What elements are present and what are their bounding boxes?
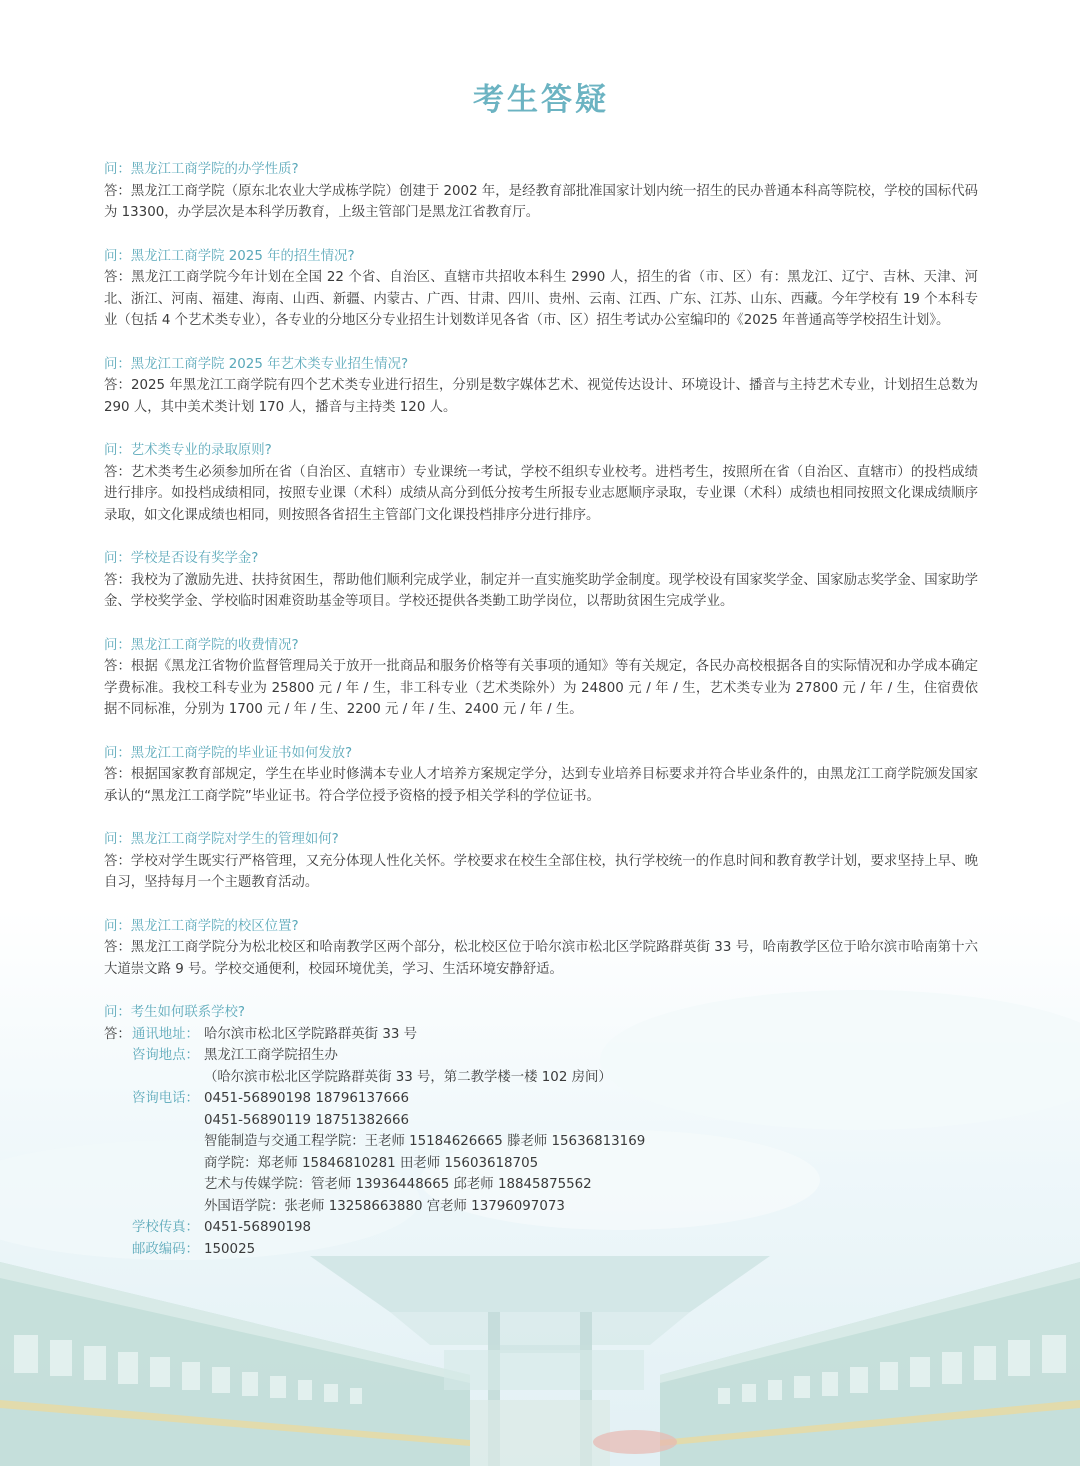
contact-row-postcode xyxy=(104,1239,978,1261)
faq-answer: 答：我校为了激励先进、扶持贫困生，帮助他们顺利完成学业，制定并一直实施奖助学金制度。现学校设有国家奖学金、国家励志奖学金、国家助学金、学校奖学金、学校临时困难资助基金等项目。学校还提供各类勤工助学岗位，以帮助贫困生完成学业。 xyxy=(104,572,978,609)
faq-item-art-enrollment xyxy=(104,354,978,419)
faq-question: 问：学校是否设有奖学金? xyxy=(104,551,259,566)
faq-question: 问：黑龙江工商学院的办学性质? xyxy=(104,162,299,177)
faq-list xyxy=(104,159,978,1260)
faq-question: 问：黑龙江工商学院的校区位置? xyxy=(104,918,299,934)
contact-label: 咨询地点： xyxy=(132,1048,199,1063)
contact-label: 邮政编码： xyxy=(132,1241,199,1257)
contact-row-fax xyxy=(104,1217,978,1239)
contact-value: 商学院：郑老师 15846810281 田老师 15603618705 xyxy=(204,1155,539,1171)
faq-item-diploma xyxy=(104,743,978,808)
faq-item-campus-location xyxy=(104,916,978,981)
contact-row-consult-place xyxy=(104,1045,978,1067)
faq-question: 问：黑龙江工商学院的收费情况? xyxy=(104,637,299,653)
faq-question: 问：黑龙江工商学院对学生的管理如何? xyxy=(104,832,339,847)
faq-item-enrollment-2025 xyxy=(104,246,978,332)
contact-label: 学校传真： xyxy=(132,1220,199,1235)
contact-row-phone-2 xyxy=(104,1110,978,1132)
faq-answer: 答：学校对学生既实行严格管理，又充分体现人性化关怀。学校要求在校生全部住校，执行学校统一的作息时间和教育教学计划，要求坚持上早、晚自习，坚持每月一个主题教育活动。 xyxy=(104,853,978,890)
contact-row-art-media-school xyxy=(104,1174,978,1196)
faq-item-scholarship xyxy=(104,548,978,613)
faq-answer: 答：黑龙江工商学院今年计划在全国 22 个省、自治区、直辖市共招收本科生 2990 人，招生的省（市、区）有：黑龙江、辽宁、吉林、天津、河北、浙江、河南、福建、海南、山西、新疆、内蒙古、广西、甘肃、四川、贵州、云南、江西、广东、江苏、山东、西藏。今年学校有 19 个本科专业（包括 4 个艺术类专业），各专业的分地区分专业招生计划数详见各省（市、区）招生考试办公室编印的《2025 年普通高等学校招生计划》。 xyxy=(104,270,978,328)
contact-label xyxy=(132,1153,204,1175)
contact-label xyxy=(132,1196,204,1218)
faq-question: 问：考生如何联系学校? xyxy=(104,1005,246,1020)
contact-row-phone xyxy=(104,1088,978,1110)
contact-row-business-school xyxy=(104,1153,978,1175)
contact-value: （哈尔滨市松北区学院路群英街 33 号，第二教学楼一楼 102 房间） xyxy=(204,1069,612,1085)
faq-answer: 答：根据《黑龙江省物价监督管理局关于放开一批商品和服务价格等有关事项的通知》等有关规定，各民办高校根据各自的实际情况和办学成本确定学费标准。我校工科专业为 25800 元 / 年 / 生，非工科专业（艺术类除外）为 24800 元 / 年 / 生，艺术类专业为 27800 元 / 年 / 生，住宿费依据不同标准，分别为 1700 元 / 年 / 生、2200 元 / 年 / 生、2400 元 / 年 / 生。 xyxy=(104,659,978,717)
faq-item-student-management xyxy=(104,829,978,894)
contact-value: 智能制造与交通工程学院：王老师 15184626665 滕老师 15636813169 xyxy=(204,1134,646,1149)
contact-label: 咨询电话： xyxy=(132,1091,199,1106)
contact-value: 外国语学院：张老师 13258663880 宫老师 13796097073 xyxy=(204,1198,565,1214)
page-title: 考生答疑 xyxy=(473,82,609,118)
faq-question: 问：黑龙江工商学院的毕业证书如何发放? xyxy=(104,745,353,761)
contact-value: 0451-56890119 18751382666 xyxy=(204,1112,410,1128)
faq-answer: 答：黑龙江工商学院（原东北农业大学成栋学院）创建于 2002 年，是经教育部批准国家计划内统一招生的民办普通本科高等院校，学校的国标代码为 13300，办学层次是本科学历教育，上级主管部门是黑龙江省教育厅。 xyxy=(104,183,978,220)
contact-row-foreign-language-school xyxy=(104,1196,978,1218)
answer-prefix: 答： xyxy=(104,1026,131,1042)
faq-question: 问：黑龙江工商学院 2025 年的招生情况? xyxy=(104,248,355,264)
contact-label xyxy=(132,1174,204,1196)
contact-value: 0451-56890198 18796137666 xyxy=(204,1091,410,1106)
faq-answer: 答：2025 年黑龙江工商学院有四个艺术类专业进行招生，分别是数字媒体艺术、视觉传达设计、环境设计、播音与主持艺术专业，计划招生总数为 290 人，其中美术类计划 170 人，播音与主持类 120 人。 xyxy=(104,378,978,415)
contact-label xyxy=(132,1110,204,1132)
contact-row-address xyxy=(104,1024,978,1046)
faq-question: 问：黑龙江工商学院 2025 年艺术类专业招生情况? xyxy=(104,356,409,372)
contact-value: 0451-56890198 xyxy=(204,1220,312,1235)
contact-value: 艺术与传媒学院：管老师 13936448665 邱老师 18845875562 xyxy=(204,1177,592,1192)
faq-item-art-admission-principle xyxy=(104,440,978,526)
contact-row-engineering-school xyxy=(104,1131,978,1153)
contact-label xyxy=(132,1131,204,1153)
faq-answer: 答：艺术类考生必须参加所在省（自治区、直辖市）专业课统一考试，学校不组织专业校考。进档考生，按照所在省（自治区、直辖市）的投档成绩进行排序。如投档成绩相同，按照专业课（术科）成绩从高分到低分按考生所报专业志愿顺序录取，专业课（术科）成绩也相同按照文化课成绩顺序录取，如文化课成绩也相同，则按照各省招生主管部门文化课投档排序分进行排序。 xyxy=(104,464,978,523)
faq-item-contact xyxy=(104,1002,978,1260)
faq-answer: 答：根据国家教育部规定，学生在毕业时修满本专业人才培养方案规定学分，达到专业培养目标要求并符合毕业条件的，由黑龙江工商学院颁发国家承认的“黑龙江工商学院”毕业证书。符合学位授予资格的授予相关学科的学位证书。 xyxy=(104,767,978,804)
faq-item-nature xyxy=(104,159,978,224)
contact-row-consult-room xyxy=(104,1067,978,1089)
contact-label: 通讯地址： xyxy=(132,1026,199,1042)
contact-value: 150025 xyxy=(204,1241,256,1257)
faq-question: 问：艺术类专业的录取原则? xyxy=(104,443,272,458)
contact-value: 哈尔滨市松北区学院路群英街 33 号 xyxy=(204,1026,418,1042)
faq-answer: 答：黑龙江工商学院分为松北校区和哈南教学区两个部分，松北校区位于哈尔滨市松北区学院路群英街 33 号，哈南教学区位于哈尔滨市哈南第十六大道崇文路 9 号。学校交通便利，校园环境优美，学习、生活环境安静舒适。 xyxy=(104,940,978,977)
content xyxy=(104,78,978,1282)
contact-value: 黑龙江工商学院招生办 xyxy=(204,1048,338,1063)
contact-label xyxy=(132,1067,204,1089)
faq-item-fees xyxy=(104,635,978,721)
